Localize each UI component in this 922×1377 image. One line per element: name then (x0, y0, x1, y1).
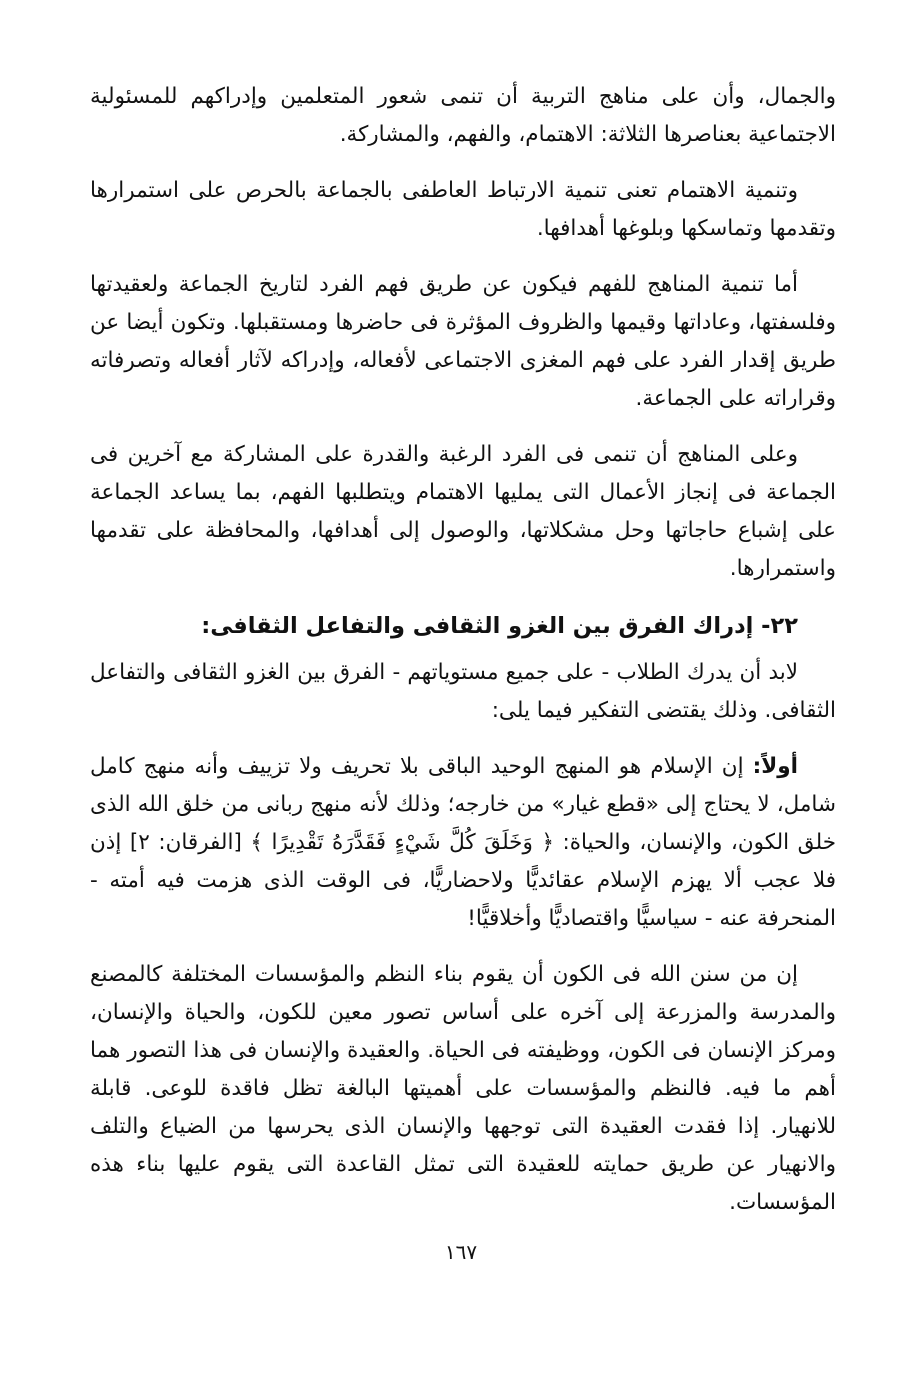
paragraph-3 (90, 266, 836, 418)
page-number: ١٦٧ (444, 1240, 478, 1264)
paragraph-text: لابد أن يدرك الطلاب - على جميع مستوياتهم - الفرق بين الغزو الثقافى والتفاعل الثقافى. وذلك يقتضى التفكير فيما يلى: (90, 660, 836, 723)
paragraph-text: والجمال، وأن على مناهج التربية أن تنمى شعور المتعلمين وإدراكهم للمسئولية الاجتماعية بعناصرها الثلاثة: الاهتمام، والفهم، والمشاركة. (90, 84, 836, 147)
paragraph-text: وتنمية الاهتمام تعنى تنمية الارتباط العاطفى بالجماعة بالحرص على استمرارها وتقدمها وتماسكها وبلوغها أهدافها. (90, 178, 836, 241)
paragraph-6 (90, 748, 836, 938)
section-heading: ٢٢- إدراك الفرق بين الغزو الثقافى والتفاعل الثقافى: (201, 613, 798, 639)
paragraph-text: أما تنمية المناهج للفهم فيكون عن طريق فهم الفرد لتاريخ الجماعة ولعقيدتها وفلسفتها، وعاداتها وقيمها والظروف المؤثرة فى حاضرها ومستقبلها. وتكون أيضا عن طريق إقدار الفرد على فهم المغزى الاجتماعى لأفعاله، وإدراكه لآثار أفعاله وتصرفاته وقراراته على الجماعة. (90, 272, 836, 411)
paragraph-text: إن الإسلام هو المنهج الوحيد الباقى بلا تحريف ولا تزييف وأنه منهج كامل شامل، لا يحتاج إلى «قطع غيار» من خارجه؛ وذلك لأنه منهج ربانى من خلق الله الذى خلق الكون، والإنسان، والحياة: ﴿ وَخَلَقَ كُلَّ شَيْءٍ فَقَدَّرَهُ تَقْدِيرًا ﴾ [الفرقان: ٢] إذن فلا عجب ألا يهزم الإسلام عقائديًّا ولاحضاريًّا، فى الوقت الذى هزمت فيه أمته - المنحرفة عنه - سياسيًّا واقتصاديًّا وأخلاقيًّا! (90, 754, 836, 931)
paragraph-4 (90, 436, 836, 588)
paragraph-2 (90, 172, 836, 248)
paragraph-5 (90, 654, 836, 730)
paragraph-1 (90, 78, 836, 154)
page-body (90, 78, 836, 1240)
paragraph-7 (90, 956, 836, 1222)
paragraph-lead: أولاً: (752, 754, 798, 779)
paragraph-text: وعلى المناهج أن تنمى فى الفرد الرغبة والقدرة على المشاركة مع آخرين فى الجماعة فى إنجاز الأعمال التى يمليها الاهتمام ويتطلبها الفهم، بما يساعد الجماعة على إشباع حاجاتها وحل مشكلاتها، والوصول إلى أهدافها، والمحافظة على تقدمها واستمرارها. (90, 442, 836, 581)
paragraph-text: إن من سنن الله فى الكون أن يقوم بناء النظم والمؤسسات المختلفة كالمصنع والمدرسة والمزرعة إلى آخره على أساس تصور معين للكون، والحياة والإنسان، ومركز الإنسان فى الكون، ووظيفته فى الحياة. والعقيدة والإنسان فى هذا التصور هما أهم ما فيه. فالنظم والمؤسسات على أهميتها البالغة تظل فاقدة للوعى. قابلة للانهيار. إذا فقدت العقيدة التى توجهها والإنسان الذى يحرسها من الضياع والتلف والانهيار عن طريق حمايته للعقيدة التى تمثل القاعدة التى يقوم عليها بناء هذه المؤسسات. (90, 962, 836, 1215)
